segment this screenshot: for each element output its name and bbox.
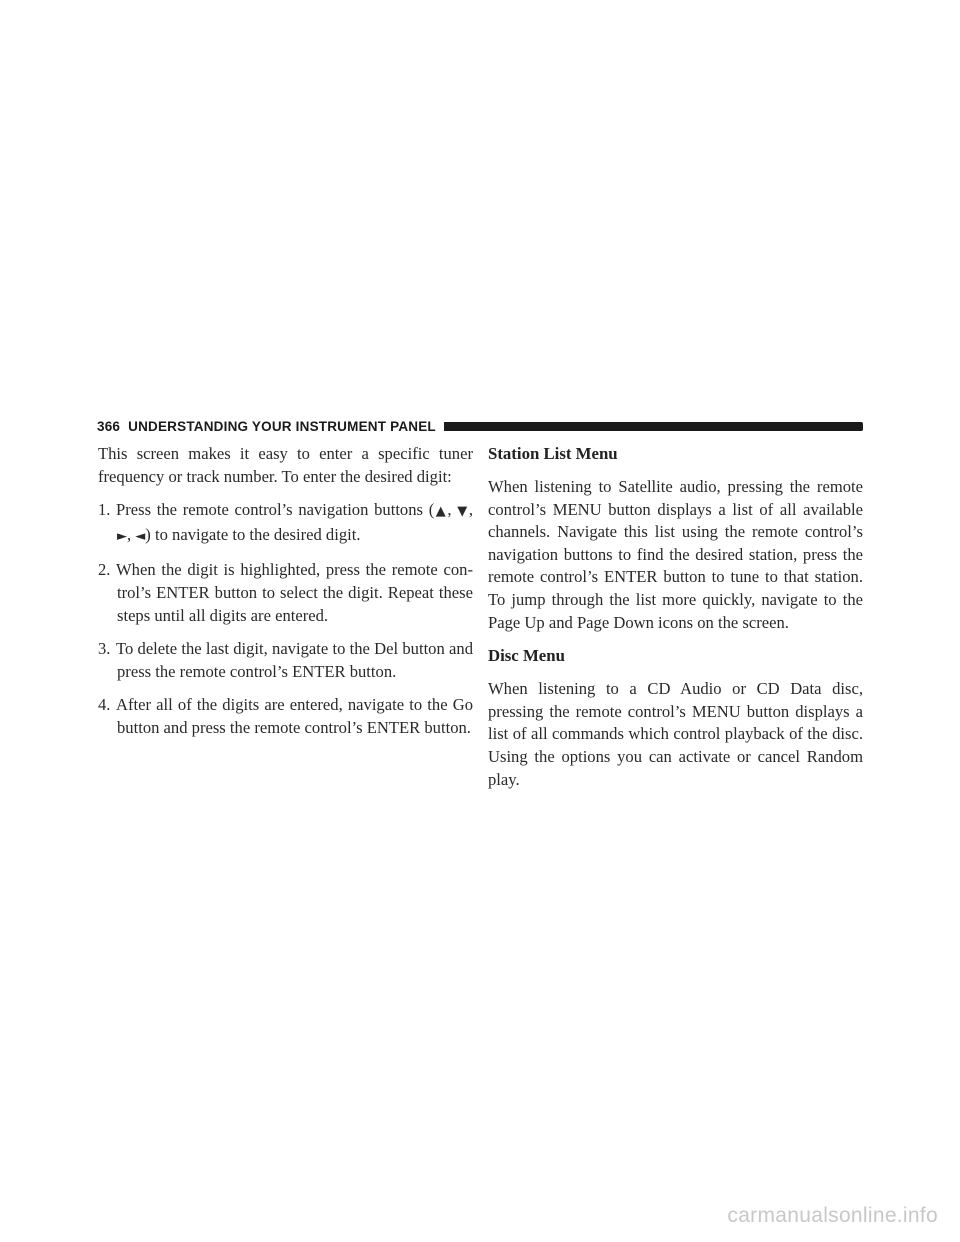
header-rule — [444, 422, 863, 431]
step-1 — [98, 499, 473, 548]
step-number: 3. — [98, 639, 111, 659]
station-list-heading: Station List Menu — [488, 444, 618, 463]
right-arrow-icon: ► — [117, 528, 127, 544]
step-number: 4. — [98, 695, 111, 715]
disc-menu-heading: Disc Menu — [488, 646, 565, 666]
page-number: 366 — [97, 418, 121, 434]
intro-paragraph: This screen makes it easy to enter a specific tuner frequency or track number. To enter the desired digit: — [98, 444, 473, 486]
step-text: To delete the last digit, navigate to the Del button and press the remote control’s ENTER button. — [116, 639, 473, 681]
disc-menu-paragraph: When listening to a CD Audio or CD Data disc, pressing the remote control’s MENU button displays a list of all commands which control playback of the disc. Using the options you can activate or cancel Random play. — [488, 679, 863, 789]
left-column — [98, 443, 473, 751]
page-header — [97, 416, 863, 436]
watermark-text: carmanualsonline.info — [727, 1204, 938, 1227]
step-number: 1. — [98, 500, 111, 520]
station-list-paragraph: When listening to Satellite audio, pressing the remote control’s MENU button displays a list of all available channels. Navigate this list using the remote control’s navigation buttons to find the desired station, press the remote control’s ENTER button to tune to that station. To jump through the list more quickly, navigate to the Page Up and Page Down icons on the screen. — [488, 477, 863, 632]
step-2 — [98, 559, 473, 627]
step-4 — [98, 694, 473, 739]
step-text: Press the remote control’s navigation buttons (▲, ▼, ►, ◄) to navigate to the desired digit. — [116, 500, 473, 544]
section-title: UNDERSTANDING YOUR INSTRUMENT PANEL — [128, 418, 436, 434]
step-3 — [98, 638, 473, 683]
step-text-part: ) to navigate to the desired digit. — [145, 524, 361, 544]
left-arrow-icon: ◄ — [135, 528, 146, 544]
right-column — [488, 443, 863, 802]
step-text: After all of the digits are entered, navigate to the Go button and press the remote control’s ENTER button. — [116, 695, 473, 737]
down-arrow-icon: ▼ — [457, 504, 469, 520]
step-text-part: Press the remote control’s navigation buttons ( — [116, 500, 435, 520]
step-text: When the digit is highlighted, press the remote con- trol’s ENTER button to select the digit. Repeat these steps until all digits are entered. — [116, 560, 473, 625]
step-number: 2. — [98, 560, 111, 580]
up-arrow-icon: ▲ — [434, 504, 448, 520]
